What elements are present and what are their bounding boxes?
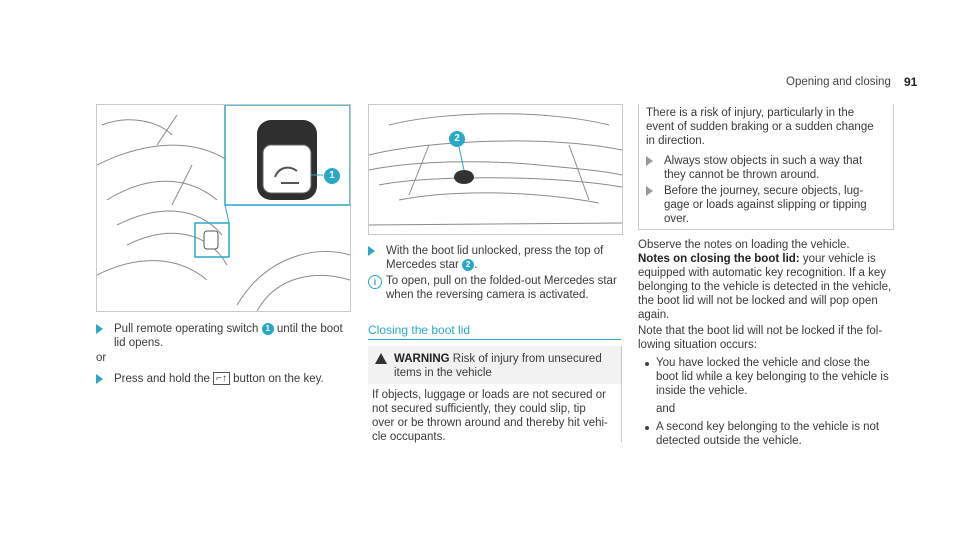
warning-step-secure [664, 184, 889, 226]
or-label: or [96, 352, 107, 364]
step-press-key [114, 372, 354, 386]
warning-body [372, 388, 617, 444]
step1-text: Pull remote operating switch [114, 323, 259, 335]
warning-step-stow [664, 154, 889, 182]
info-note [386, 274, 626, 302]
badge-2: 2 [462, 259, 474, 271]
rear-car-figure [368, 104, 623, 235]
bullet2-line: over. [664, 213, 689, 225]
warning-cont-line: event of sudden braking or a sudden change [646, 121, 874, 133]
step-pull-switch [114, 322, 354, 350]
notes-line: belonging to the vehicle is detected in the vehicle, [638, 281, 892, 293]
step-arrow-icon [368, 246, 375, 256]
warning-triangle-icon [375, 353, 387, 364]
list1-line: You have locked the vehicle and close the [656, 357, 870, 369]
warning-title-line2: items in the vehicle [394, 367, 492, 379]
bullet2-line: Before the journey, secure objects, lug- [664, 185, 864, 197]
middle-step-line2: Mercedes star [386, 259, 459, 271]
section-heading: Closing the boot lid [368, 323, 471, 337]
list-item [656, 356, 896, 398]
bullet1-line: they cannot be thrown around. [664, 169, 820, 181]
step1-suffix: until the boot [276, 323, 343, 335]
badge-1: 1 [262, 323, 274, 335]
warning-cont-line: in direction. [646, 135, 705, 147]
step1-line2: lid opens. [114, 337, 164, 349]
notes-paragraph [638, 252, 898, 322]
notes-line: equipped with automatic key recognition. If a key [638, 267, 887, 279]
step-arrow-icon [646, 156, 653, 166]
observe-note: Observe the notes on loading the vehicle. [638, 239, 850, 251]
warning-body-line: If objects, luggage or loads are not secured or [372, 389, 606, 401]
warning-body-line: over or be thrown around and thereby hit vehi- [372, 417, 608, 429]
page-number: 91 [904, 75, 918, 89]
warning-title [394, 352, 619, 380]
note-line2: when the reversing camera is activated. [386, 289, 589, 301]
note2-line: Note that the boot lid will not be locked if the fol- [638, 325, 883, 337]
warning-label: WARNING [394, 353, 450, 365]
warning-continuation-bottom [638, 229, 894, 230]
warning-body-line: cle occupants. [372, 431, 446, 443]
step-press-star [386, 244, 626, 272]
boot-lid-key-icon: ⌐↑ [213, 372, 230, 385]
list1-line: inside the vehicle. [656, 385, 748, 397]
list2-line: detected outside the vehicle. [656, 435, 802, 447]
warning-continuation [646, 106, 891, 148]
warning-title-line1: Risk of injury from unsecured [452, 353, 602, 365]
info-icon: i [368, 275, 382, 289]
bullet-dot [645, 362, 649, 366]
bullet-dot [645, 426, 649, 430]
middle-step-line1: With the boot lid unlocked, press the top of [386, 245, 604, 257]
bullet1-line: Always stow objects in such a way that [664, 155, 863, 167]
warning-continuation-border-right [893, 104, 894, 230]
note-line1: To open, pull on the folded-out Mercedes star [386, 275, 617, 287]
notes-text-start: your vehicle is [802, 253, 876, 265]
list2-line: A second key belonging to the vehicle is not [656, 421, 880, 433]
list1-line: boot lid while a key belonging to the vehicle is [656, 371, 889, 383]
step2-text: Press and hold the [114, 373, 210, 385]
rear-car-illustration [369, 105, 622, 234]
note-situation [638, 324, 898, 352]
warning-body-line: not secured sufficiently, they could slip, tip [372, 403, 586, 415]
door-panel-illustration [97, 105, 350, 311]
step-arrow-icon [96, 374, 103, 384]
step2-suffix: button on the key. [233, 373, 324, 385]
step-arrow-icon [646, 186, 653, 196]
door-switch-figure [96, 104, 351, 312]
notes-line: again. [638, 309, 670, 321]
callout-1: 1 [324, 168, 340, 184]
bullet2-line: gage or loads against slipping or tipping [664, 199, 867, 211]
warning-continuation-border-left [638, 104, 639, 230]
warning-box-border [621, 346, 622, 442]
section-title: Opening and closing [786, 76, 891, 88]
notes-heading: Notes on closing the boot lid: [638, 253, 800, 265]
list-item [656, 420, 896, 448]
warning-cont-line: There is a risk of injury, particularly in the [646, 107, 855, 119]
and-label: and [656, 403, 676, 415]
middle-step-period: . [474, 259, 478, 271]
step-arrow-icon [96, 324, 103, 334]
notes-line: the boot lid will not be locked and will pop open [638, 295, 878, 307]
section-rule [368, 339, 621, 340]
callout-2: 2 [449, 131, 465, 147]
note2-line: lowing situation occurs: [638, 339, 757, 351]
